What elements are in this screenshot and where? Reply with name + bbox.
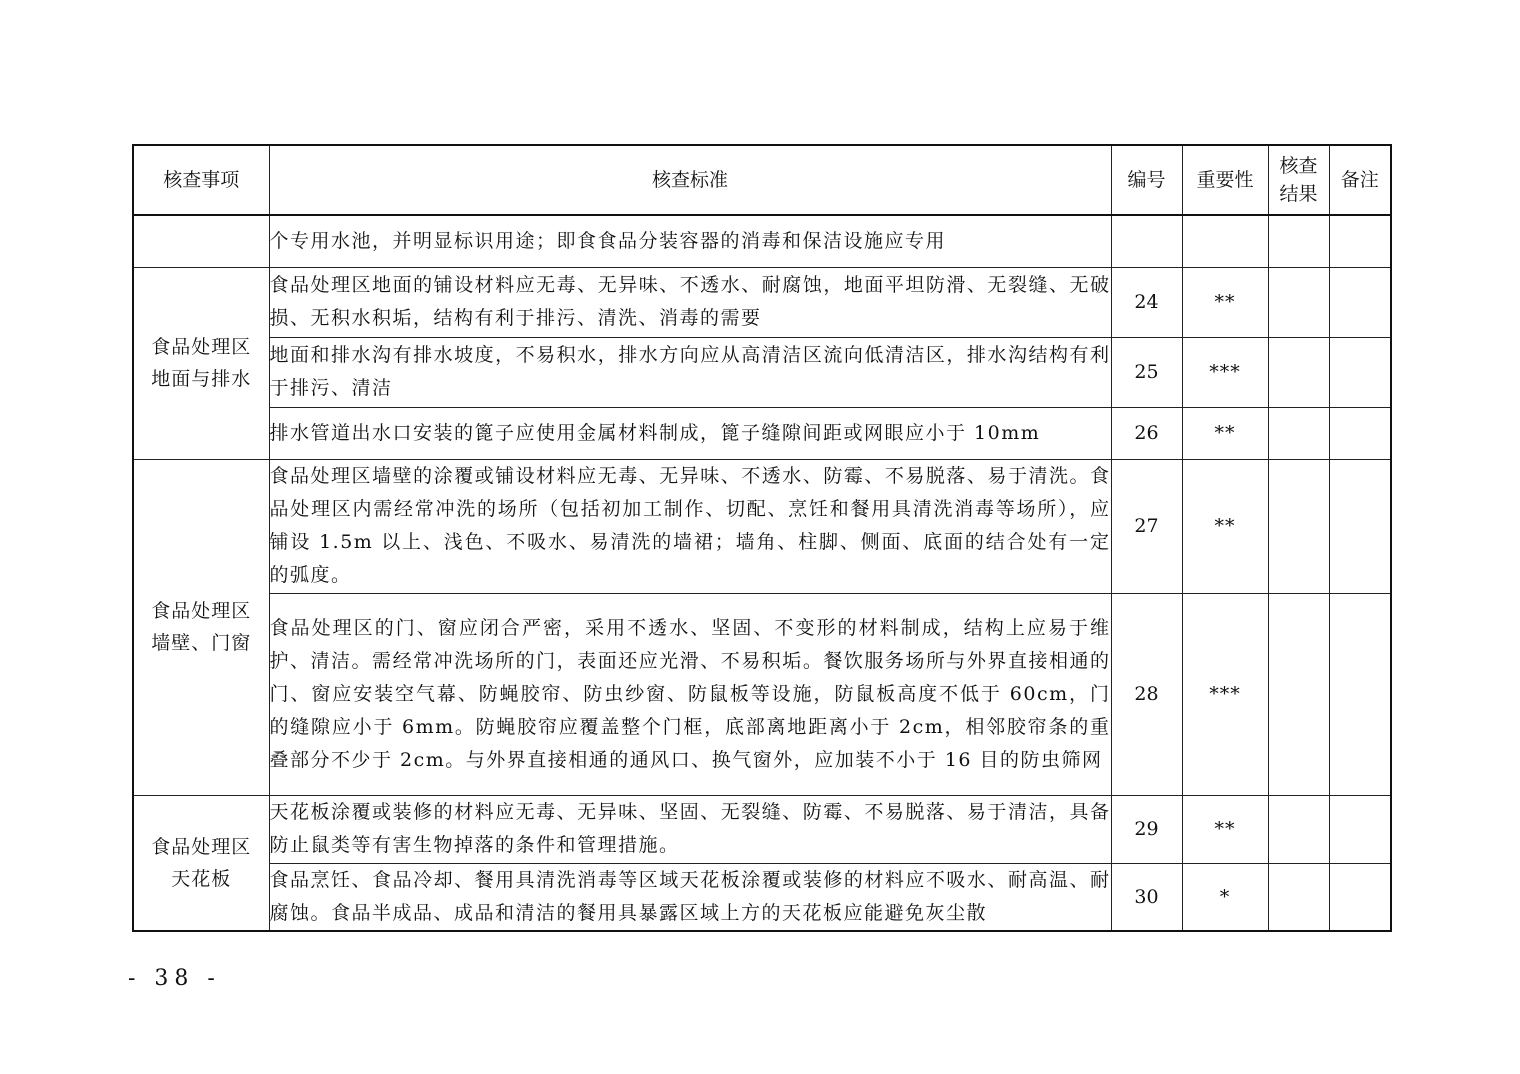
header-importance: 重要性 [1182, 145, 1268, 215]
result-cell[interactable] [1268, 337, 1329, 407]
remark-cell[interactable] [1329, 593, 1391, 795]
header-result [1268, 145, 1329, 215]
page-number: - 38 - [128, 966, 221, 991]
standard-cell: 地面和排水沟有排水坡度，不易积水，排水方向应从高清洁区流向低清洁区，排水沟结构有利于排污、清洁 [269, 337, 1111, 407]
table-header-row [133, 145, 1391, 215]
remark-cell[interactable] [1329, 215, 1391, 267]
standard-cell: 天花板涂覆或装修的材料应无毒、无异味、坚固、无裂缝、防霉、不易脱落、易于清洁，具备防止鼠类等有害生物掉落的条件和管理措施。 [269, 795, 1111, 863]
header-remark: 备注 [1329, 145, 1391, 215]
table-row [133, 337, 1391, 407]
importance-cell: *** [1182, 337, 1268, 407]
number-cell: 30 [1111, 863, 1182, 931]
importance-cell: ** [1182, 267, 1268, 337]
number-cell: 26 [1111, 407, 1182, 459]
item-line2: 地面与排水 [151, 368, 252, 390]
table-row [133, 215, 1391, 267]
result-cell[interactable] [1268, 215, 1329, 267]
result-cell[interactable] [1268, 267, 1329, 337]
result-cell[interactable] [1268, 407, 1329, 459]
importance-cell: ** [1182, 795, 1268, 863]
item-line2: 墙壁、门窗 [151, 632, 252, 654]
number-cell: 29 [1111, 795, 1182, 863]
header-number: 编号 [1111, 145, 1182, 215]
item-line1: 食品处理区 [151, 336, 252, 358]
item-cell [133, 795, 269, 931]
remark-cell[interactable] [1329, 795, 1391, 863]
item-cell [133, 267, 269, 459]
standard-cell: 排水管道出水口安装的篦子应使用金属材料制成，篦子缝隙间距或网眼应小于 10mm [269, 407, 1111, 459]
importance-cell: * [1182, 863, 1268, 931]
remark-cell[interactable] [1329, 267, 1391, 337]
result-cell[interactable] [1268, 459, 1329, 593]
inspection-table [132, 144, 1392, 932]
standard-cell: 个专用水池，并明显标识用途；即食食品分装容器的消毒和保洁设施应专用 [269, 215, 1111, 267]
result-cell[interactable] [1268, 593, 1329, 795]
standard-cell: 食品处理区墙壁的涂覆或铺设材料应无毒、无异味、不透水、防霉、不易脱落、易于清洗。食品处理区内需经常冲洗的场所（包括初加工制作、切配、烹饪和餐用具清洗消毒等场所），应铺设 1.5m 以上、浅色、不吸水、易清洗的墙裙；墙角、柱脚、侧面、底面的结合处有一定的弧度。 [269, 459, 1111, 593]
number-cell [1111, 215, 1182, 267]
table-row [133, 593, 1391, 795]
number-cell: 24 [1111, 267, 1182, 337]
importance-cell: ** [1182, 459, 1268, 593]
standard-cell: 食品处理区的门、窗应闭合严密，采用不透水、坚固、不变形的材料制成，结构上应易于维护、清洁。需经常冲洗场所的门，表面还应光滑、不易积垢。餐饮服务场所与外界直接相通的门、窗应安装空气幕、防蝇胶帘、防虫纱窗、防鼠板等设施，防鼠板高度不低于 60cm，门的缝隙应小于 6mm。防蝇胶帘应覆盖整个门框，底部离地距离小于 2cm，相邻胶帘条的重叠部分不少于 2cm。与外界直接相通的通风口、换气窗外，应加装不小于 16 目的防虫筛网 [269, 593, 1111, 795]
number-cell: 28 [1111, 593, 1182, 795]
number-cell: 25 [1111, 337, 1182, 407]
item-line1: 食品处理区 [151, 835, 252, 858]
item-line1: 食品处理区 [151, 600, 252, 622]
header-item: 核查事项 [133, 145, 269, 215]
item-cell [133, 459, 269, 795]
header-result-line1: 核查 [1279, 155, 1318, 177]
result-cell[interactable] [1268, 795, 1329, 863]
importance-cell: *** [1182, 593, 1268, 795]
table-row [133, 407, 1391, 459]
table-row [133, 863, 1391, 931]
standard-cell: 食品烹饪、食品冷却、餐用具清洗消毒等区域天花板涂覆或装修的材料应不吸水、耐高温、耐腐蚀。食品半成品、成品和清洁的餐用具暴露区域上方的天花板应能避免灰尘散 [269, 863, 1111, 931]
table-row [133, 795, 1391, 863]
header-standard: 核查标准 [269, 145, 1111, 215]
remark-cell[interactable] [1329, 407, 1391, 459]
remark-cell[interactable] [1329, 863, 1391, 931]
remark-cell[interactable] [1329, 337, 1391, 407]
result-cell[interactable] [1268, 863, 1329, 931]
remark-cell[interactable] [1329, 459, 1391, 593]
item-line2: 天花板 [171, 867, 232, 890]
table-row [133, 459, 1391, 593]
table-row [133, 267, 1391, 337]
header-result-line2: 结果 [1279, 183, 1318, 205]
importance-cell [1182, 215, 1268, 267]
item-cell [133, 215, 269, 267]
number-cell: 27 [1111, 459, 1182, 593]
standard-cell: 食品处理区地面的铺设材料应无毒、无异味、不透水、耐腐蚀，地面平坦防滑、无裂缝、无破损、无积水积垢，结构有利于排污、清洗、消毒的需要 [269, 267, 1111, 337]
importance-cell: ** [1182, 407, 1268, 459]
